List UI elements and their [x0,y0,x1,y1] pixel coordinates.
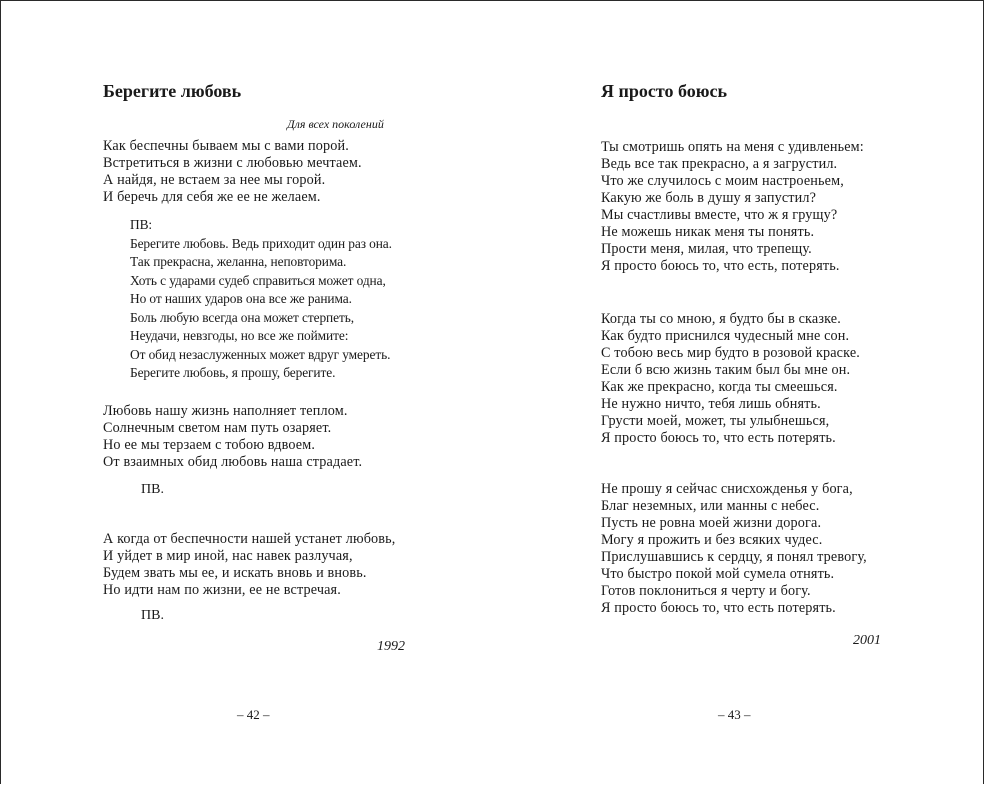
poem-line: И беречь для себя же ее не желаем. [103,189,321,205]
poem-line: Не можешь никак меня ты понять. [601,224,815,240]
chorus-line: Хоть с ударами судеб справиться может одна, [130,272,386,288]
left-stanza-1 [103,138,362,206]
poem-line: Не прошу я сейчас снисхожденья у бога, [601,481,853,497]
poem-line: Как же прекрасно, когда ты смеешься. [601,379,838,395]
poem-line: Как будто приснился чудесный мне сон. [601,328,850,344]
poem-line: Пусть не ровна моей жизни дорога. [601,515,822,531]
poem-line: Ты смотришь опять на меня с удивленьем: [601,139,864,155]
poem-line: И уйдет в мир иной, нас навек разлучая, [103,548,353,564]
poem-line: Когда ты со мною, я будто бы в сказке. [601,311,841,327]
poem-line: А найдя, не встаем за нее мы горой. [103,172,326,188]
chorus-line: Берегите любовь, я прошу, берегите. [130,365,336,380]
poem-line: Но ее мы терзаем с тобою вдвоем. [103,437,316,453]
left-page-number: – 42 – [237,707,270,722]
left-stanza-3 [103,531,395,599]
chorus-label: ПВ: [130,217,153,232]
chorus-line: От обид незаслуженных может вдруг умереть. [130,346,391,362]
poem-line: А когда от беспечности нашей устанет любовь, [103,531,396,547]
chorus-line: Неудачи, невзгоды, но все же поймите: [130,328,349,343]
poem-line: Если б всю жизнь таким был бы мне он. [601,362,851,378]
left-page [1,1,493,785]
left-stanza-2 [103,403,362,471]
chorus-line: Берегите любовь. Ведь приходит один раз она. [130,235,392,251]
chorus-line: Так прекрасна, желанна, неповторима. [130,254,347,269]
poem-line: Мы счастливы вместе, что ж я грущу? [601,207,838,223]
poem-line: Благ неземных, или манны с небес. [601,498,820,514]
right-stanza-3 [601,481,867,617]
right-poem-title: Я просто боюсь [601,81,727,101]
poem-line: Я просто боюсь то, что есть потерять. [601,600,836,616]
poem-line: Могу я прожить и без всяких чудес. [601,532,823,548]
poem-line: От взаимных обид любовь наша страдает. [103,454,363,470]
left-poem-dedication: Для всех поколений [287,117,384,131]
refrain-marker: ПВ. [141,608,164,623]
poem-line: Прости меня, милая, что трепещу. [601,241,812,257]
poem-line: Готов поклониться я черту и богу. [601,583,811,599]
left-chorus [130,216,392,383]
left-poem-title: Берегите любовь [103,81,242,101]
poem-line: Встретиться в жизни с любовью мечтаем. [103,155,362,171]
poem-line: Прислушавшись к сердцу, я понял тревогу, [601,549,867,565]
poem-line: Я просто боюсь то, что есть потерять. [601,430,836,446]
poem-line: Грусти моей, может, ты улыбнешься, [601,413,830,429]
poem-line: С тобою весь мир будто в розовой краске. [601,345,860,361]
poem-line: Я просто боюсь то, что есть, потерять. [601,258,840,274]
right-poem-year: 2001 [853,633,881,648]
right-stanza-2 [601,311,860,447]
chorus-line: Боль любую всегда она может стерпеть, [130,309,354,325]
poem-line: Солнечным светом нам путь озаряет. [103,420,332,436]
left-poem-year: 1992 [377,639,405,654]
poem-line: Будем звать мы ее, и искать вновь и вновь. [103,565,367,581]
poem-line: Какую же боль в душу я запустил? [601,190,817,206]
poem-line: Любовь нашу жизнь наполняет теплом. [103,403,348,419]
poem-line: Но идти нам по жизни, ее не встречая. [103,582,341,598]
refrain-marker: ПВ. [141,482,164,497]
poem-line: Не нужно ничто, тебя лишь обнять. [601,396,821,412]
chorus-line: Но от наших ударов она все же ранима. [130,291,352,306]
right-page-number: – 43 – [718,707,751,722]
right-page [493,1,984,785]
poem-line: Что быстро покой мой сумела отнять. [601,566,835,582]
poem-line: Как беспечны бываем мы с вами порой. [103,138,349,154]
poem-line: Ведь все так прекрасно, а я загрустил. [601,156,838,172]
right-stanza-1 [601,139,864,275]
poem-line: Что же случилось с моим настроеньем, [601,173,844,189]
